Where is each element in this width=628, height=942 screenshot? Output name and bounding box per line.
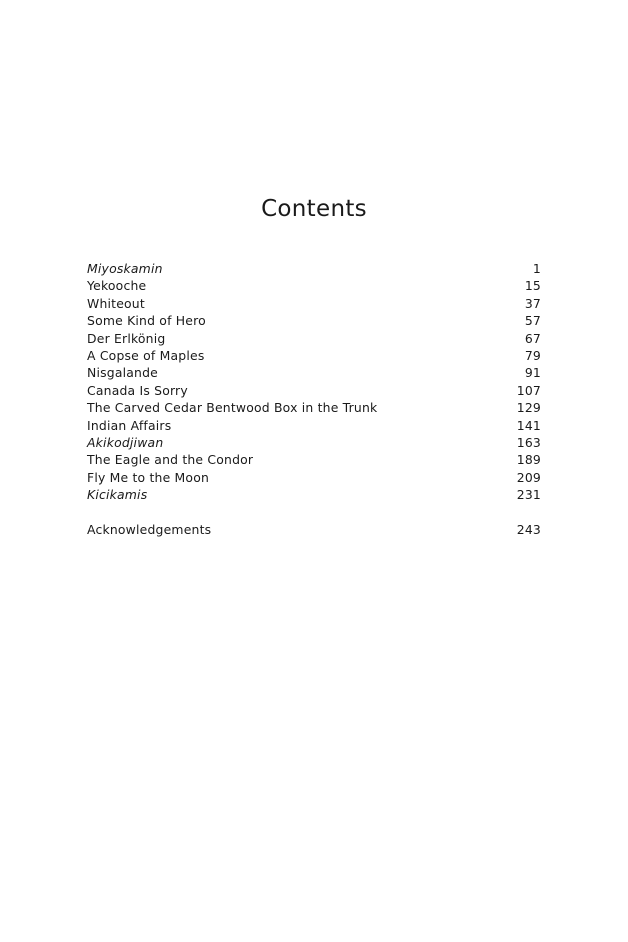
toc-entry	[87, 312, 541, 329]
toc-entry-title: Yekooche	[87, 278, 147, 294]
toc-entry-page-number: 67	[524, 330, 541, 346]
toc-entry-page-number: 189	[516, 452, 541, 468]
toc-entry	[87, 521, 541, 538]
toc-entry-title: Indian Affairs	[87, 417, 172, 433]
toc-entry-title: Nisgalande	[87, 365, 159, 381]
toc-entry	[87, 382, 541, 399]
toc-entry-title: The Eagle and the Condor	[87, 452, 254, 468]
toc-entry	[87, 347, 541, 364]
toc-entry	[87, 451, 541, 468]
toc-entry	[87, 330, 541, 347]
toc-entry-title: Whiteout	[87, 295, 145, 311]
toc-entry-title: The Carved Cedar Bentwood Box in the Trunk	[87, 400, 378, 416]
toc-entry	[87, 434, 541, 451]
toc-entry	[87, 364, 541, 381]
toc-entry	[87, 260, 541, 277]
toc-entry	[87, 295, 541, 312]
toc-entry-title: Acknowledgements	[87, 522, 212, 537]
toc-entry-page-number: 209	[516, 469, 541, 485]
toc-entry-page-number: 37	[524, 295, 541, 311]
toc-entry-title: A Copse of Maples	[87, 347, 205, 363]
toc-list	[87, 260, 541, 503]
toc-entry	[87, 486, 541, 503]
toc-entry	[87, 277, 541, 294]
toc-back-matter-list	[87, 521, 541, 538]
toc-entry	[87, 417, 541, 434]
toc-entry-title: Miyoskamin	[87, 261, 163, 276]
toc-entry-title: Fly Me to the Moon	[87, 469, 210, 485]
toc-entry-page-number: 129	[516, 400, 541, 416]
toc-entry-title: Akikodjiwan	[87, 434, 164, 450]
toc-entry-page-number: 79	[524, 347, 541, 363]
toc-entry-page-number: 231	[516, 487, 541, 503]
toc-entry-page-number: 141	[516, 417, 541, 433]
toc-entry	[87, 399, 541, 416]
toc-entry-title: Kicikamis	[87, 487, 148, 503]
toc-entry-page-number: 163	[516, 434, 541, 450]
toc-entry-page-number: 15	[524, 278, 541, 294]
toc-entry-page-number: 1	[532, 261, 541, 276]
toc-entry	[87, 469, 541, 486]
contents-heading: Contents	[261, 196, 367, 222]
toc-entry-page-number: 57	[524, 313, 541, 329]
toc-entry-title: Der Erlkönig	[87, 330, 166, 346]
toc-entry-page-number: 107	[516, 382, 541, 398]
toc-entry-title: Canada Is Sorry	[87, 382, 188, 398]
toc-entry-title: Some Kind of Hero	[87, 313, 206, 329]
toc-entry-page-number: 243	[516, 522, 541, 537]
toc-entry-page-number: 91	[524, 365, 541, 381]
